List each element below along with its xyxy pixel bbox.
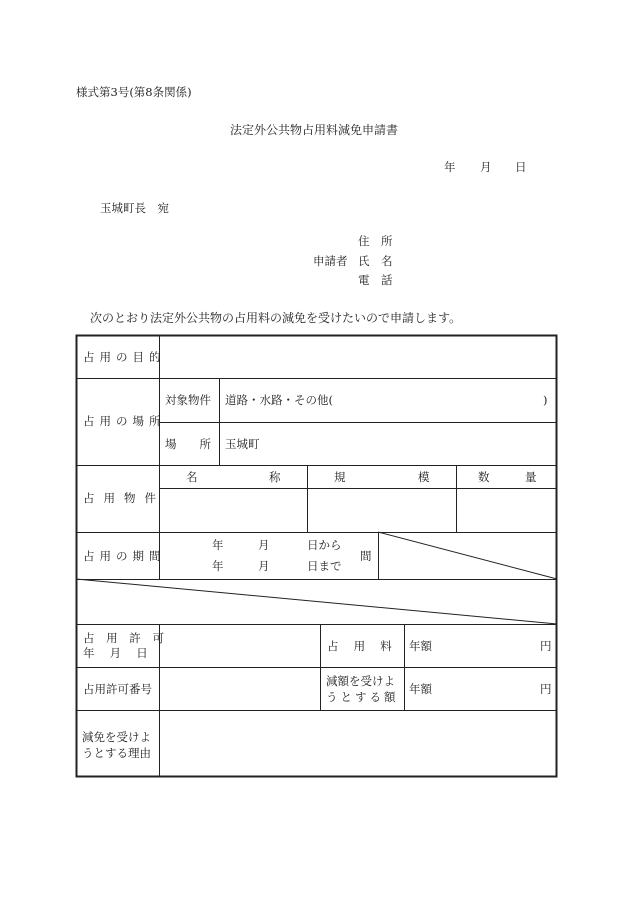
target-label: 対象物件 bbox=[165, 393, 211, 407]
address-label: 住 所 bbox=[358, 234, 393, 248]
fee-annual-label: 年額 bbox=[409, 639, 432, 653]
col-scale-1: 規 bbox=[334, 470, 346, 484]
col-name-2: 称 bbox=[269, 470, 281, 484]
object-label: 占用物件 bbox=[83, 491, 165, 505]
reduction-label-2: うとする額 bbox=[326, 690, 399, 704]
period-to-day: 日まで bbox=[307, 559, 342, 573]
place-value[interactable]: 玉城町 bbox=[225, 437, 260, 451]
location-label: 占用の場所 bbox=[83, 414, 166, 428]
reduction-yen: 円 bbox=[540, 682, 552, 696]
col-scale-2: 模 bbox=[418, 470, 430, 484]
fee-yen: 円 bbox=[540, 639, 552, 653]
date-year: 年 bbox=[444, 160, 456, 174]
statement: 次のとおり法定外公共物の占用料の減免を受けたいので申請します。 bbox=[90, 311, 462, 325]
purpose-label: 占用の目的 bbox=[83, 350, 166, 364]
name-label: 氏 名 bbox=[358, 254, 393, 268]
date-month: 月 bbox=[480, 160, 492, 174]
purpose-field[interactable] bbox=[161, 337, 555, 377]
phone-label: 電 話 bbox=[358, 273, 393, 287]
reason-label-1: 減免を受けよ bbox=[82, 730, 151, 744]
form-number: 様式第3号(第8条関係) bbox=[76, 85, 192, 99]
reduction-annual-label: 年額 bbox=[409, 682, 432, 696]
col-name-1: 名 bbox=[186, 470, 198, 484]
period-to-month: 月 bbox=[258, 559, 270, 573]
fee-label: 占 用 料 bbox=[327, 639, 392, 653]
permit-number-label: 占用許可番号 bbox=[83, 682, 152, 696]
addressee: 玉城町長 宛 bbox=[100, 201, 169, 215]
period-from-year: 年 bbox=[212, 538, 224, 552]
period-label: 占用の期間 bbox=[83, 549, 166, 563]
target-close: ) bbox=[543, 393, 548, 407]
reason-label-2: うとする理由 bbox=[82, 746, 151, 760]
col-qty-2: 量 bbox=[525, 470, 537, 484]
period-to-year: 年 bbox=[212, 559, 224, 573]
place-label: 場 所 bbox=[165, 437, 211, 451]
applicant-label: 申請者 bbox=[313, 254, 348, 268]
permit-date-label-2: 年 月 日 bbox=[83, 646, 148, 660]
period-suffix: 間 bbox=[360, 549, 372, 563]
target-value[interactable]: 道路・水路・その他( bbox=[225, 393, 333, 407]
permit-date-label-1: 占 用 許 可 bbox=[83, 631, 168, 645]
date-day: 日 bbox=[515, 160, 527, 174]
reduction-label-1: 減額を受けよ bbox=[326, 674, 395, 688]
col-qty-1: 数 bbox=[478, 470, 490, 484]
period-from-day: 日から bbox=[307, 538, 342, 552]
period-from-month: 月 bbox=[258, 538, 270, 552]
page-title: 法定外公共物占用料減免申請書 bbox=[230, 123, 399, 137]
reason-field[interactable] bbox=[161, 712, 555, 775]
